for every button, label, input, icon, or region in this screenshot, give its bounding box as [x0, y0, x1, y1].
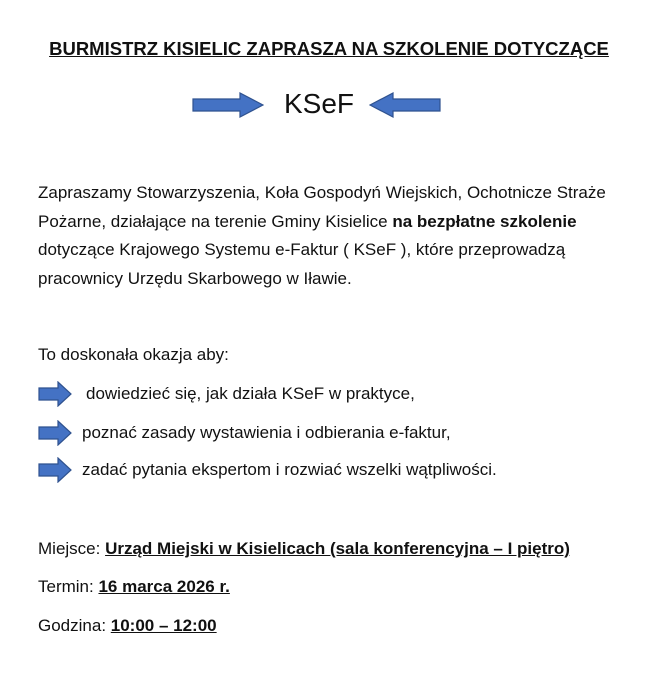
intro-paragraph: [38, 179, 628, 293]
list-item: [38, 420, 638, 446]
date-line: [38, 575, 230, 599]
bullet-arrow-icon: [38, 420, 72, 446]
list-item-text: poznać zasady wystawienia i odbierania e-faktur,: [82, 423, 451, 442]
list-item: [38, 381, 638, 407]
place-label: Miejsce:: [38, 539, 106, 558]
intro-text-2: dotyczące Krajowego Systemu e-Faktur ( KSeF ), które przeprowadzą pracownicy Urzędu Skarbowego w Iławie.: [38, 240, 566, 288]
topic-label: KSeF: [283, 88, 355, 119]
list-item-text: zadać pytania ekspertom i rozwiać wszelki wątpliwości.: [82, 460, 497, 479]
date-value: 16 marca 2026 r.: [98, 577, 230, 596]
time-line: [38, 614, 217, 638]
bullet-arrow-icon: [38, 457, 72, 483]
arrow-left-icon: [369, 92, 441, 118]
intro-text-1: Zapraszamy Stowarzyszenia, Koła Gospodyń Wiejskich, Ochotnicze Straże Pożarne, działające na terenie Gminy Kisielice: [38, 183, 606, 231]
list-item-text: dowiedzieć się, jak działa KSeF w praktyce,: [86, 384, 415, 403]
place-value: Urząd Miejski w Kisielicach (sala konferencyjna – I piętro): [105, 539, 570, 558]
time-label: Godzina:: [38, 616, 111, 635]
bullet-arrow-icon: [38, 381, 72, 407]
arrow-right-icon: [192, 92, 264, 118]
list-item: [38, 457, 638, 483]
date-label: Termin:: [38, 577, 99, 596]
time-value: 10:00 – 12:00: [110, 616, 217, 635]
opportunity-lead: To doskonała okazja aby:: [38, 345, 229, 364]
page-title: BURMISTRZ KISIELIC ZAPRASZA NA SZKOLENIE DOTYCZĄCE: [49, 38, 609, 59]
intro-text-bold: na bezpłatne szkolenie: [392, 211, 577, 231]
topic-row: [0, 84, 658, 124]
place-line: [38, 537, 570, 561]
